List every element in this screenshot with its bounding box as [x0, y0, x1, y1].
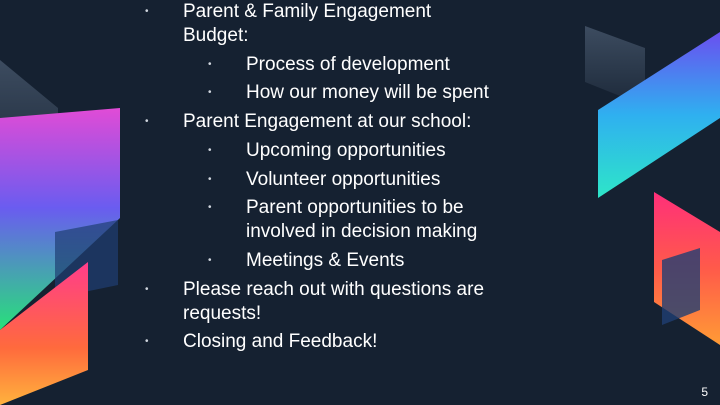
bullet-text: Parent Engagement at our school: — [183, 111, 472, 133]
bullet-text: Parent opportunities to be — [246, 197, 464, 219]
page-number: 5 — [701, 385, 708, 399]
bullet-text: requests! — [183, 302, 262, 324]
bullet-marker: • — [208, 202, 212, 214]
bullet-marker: • — [145, 6, 149, 17]
bullet-text: Parent & Family Engagement — [183, 1, 432, 22]
bullet-text: Process of development — [246, 53, 450, 75]
bullet-text: Upcoming opportunities — [246, 139, 446, 161]
bullet-text: Meetings & Events — [246, 249, 405, 271]
bullet-marker: • — [145, 116, 149, 128]
bullet-marker: • — [208, 58, 212, 70]
bullet-marker: • — [208, 254, 212, 266]
bullet-marker: • — [145, 336, 149, 348]
bullet-text: Please reach out with questions are — [183, 278, 485, 300]
bullet-marker: • — [208, 173, 212, 185]
bullet-text: Budget: — [183, 25, 249, 46]
bullet-marker: • — [208, 87, 212, 99]
bullet-marker: • — [145, 283, 149, 295]
bullet-text: involved in decision making — [246, 221, 478, 243]
bullet-text: Closing and Feedback! — [183, 331, 378, 353]
bullet-text: How our money will be spent — [246, 82, 489, 104]
bullet-marker: • — [208, 144, 212, 156]
bullet-text: Volunteer opportunities — [246, 168, 441, 190]
